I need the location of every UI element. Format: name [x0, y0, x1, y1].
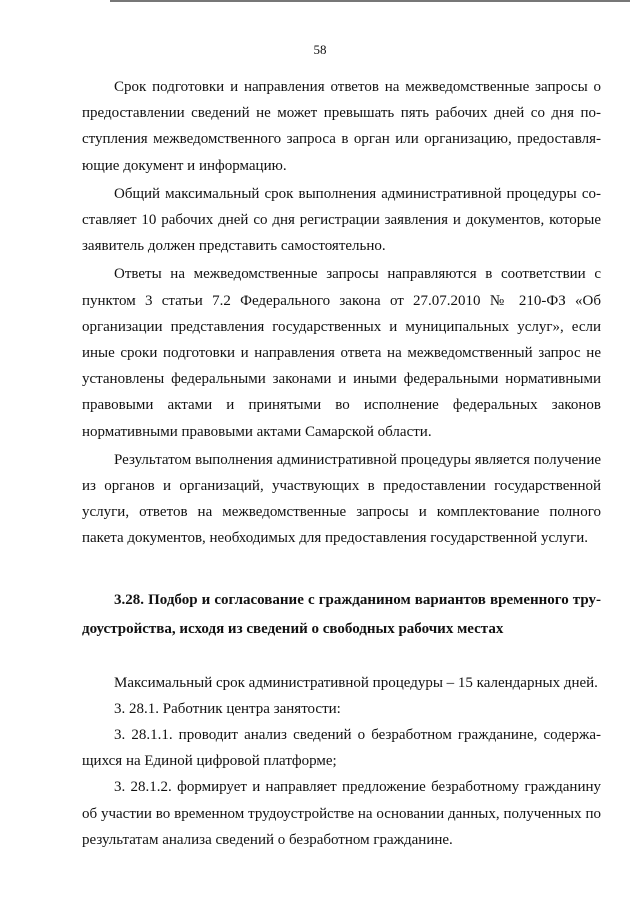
paragraph: 3. 28.1. Работник центра занятости: — [114, 700, 341, 717]
page-body — [82, 74, 601, 853]
paragraph: Результатом выполнения административной процедуры является получение из органов и организаций, участвующих в предоставлении государственной услуги, ответов на межведомственные запросы и комплектование полного пакета документов, необходимых для предоставления государственной услуги. — [82, 451, 601, 547]
paragraph: Ответы на межведомственные запросы направляются в соответствии с пунктом 3 статьи 7.2 Федерального закона от 27.07.2010 № 210-ФЗ «Об организации представления государственных и муниципальных услуг», если иные сроки подготовки и направления ответа на межведомственный запрос не установлены федеральными законами и иными федеральными нормативными правовыми актами и принятыми во исполнение федеральных законов нормативными правовыми актами Самарской области. — [82, 266, 601, 440]
paragraph: Максимальный срок административной процедуры – 15 календарных дней. — [114, 674, 598, 691]
paragraph: Срок подготовки и направления ответов на межведомственные запросы о предоставлении сведений не может превышать пять рабочих дней со дня поступления межведомственного запроса в орган или организацию, предоставляющие документ и информацию. — [82, 79, 601, 174]
paragraph: 3. 28.1.1. проводит анализ сведений о безработном гражданине, содержащихся на Единой цифровой платформе; — [82, 727, 601, 770]
paragraph: Общий максимальный срок выполнения административной процедуры составляет 10 рабочих дней со дня регистрации заявления и документов, которые заявитель должен представить самостоятельно. — [82, 185, 601, 255]
page-number: 58 — [313, 42, 327, 57]
scan-edge-line — [110, 0, 630, 2]
paragraph: 3. 28.1.2. формирует и направляет предложение безработному гражданину об участии во временном трудоустройстве на основании данных, полученных по результатам анализа сведений о безработном гражданине. — [82, 779, 601, 848]
section-heading: 3.28. Подбор и согласование с гражданином вариантов временного трудоустройства, исходя из сведений о свободных рабочих местах — [82, 591, 601, 637]
